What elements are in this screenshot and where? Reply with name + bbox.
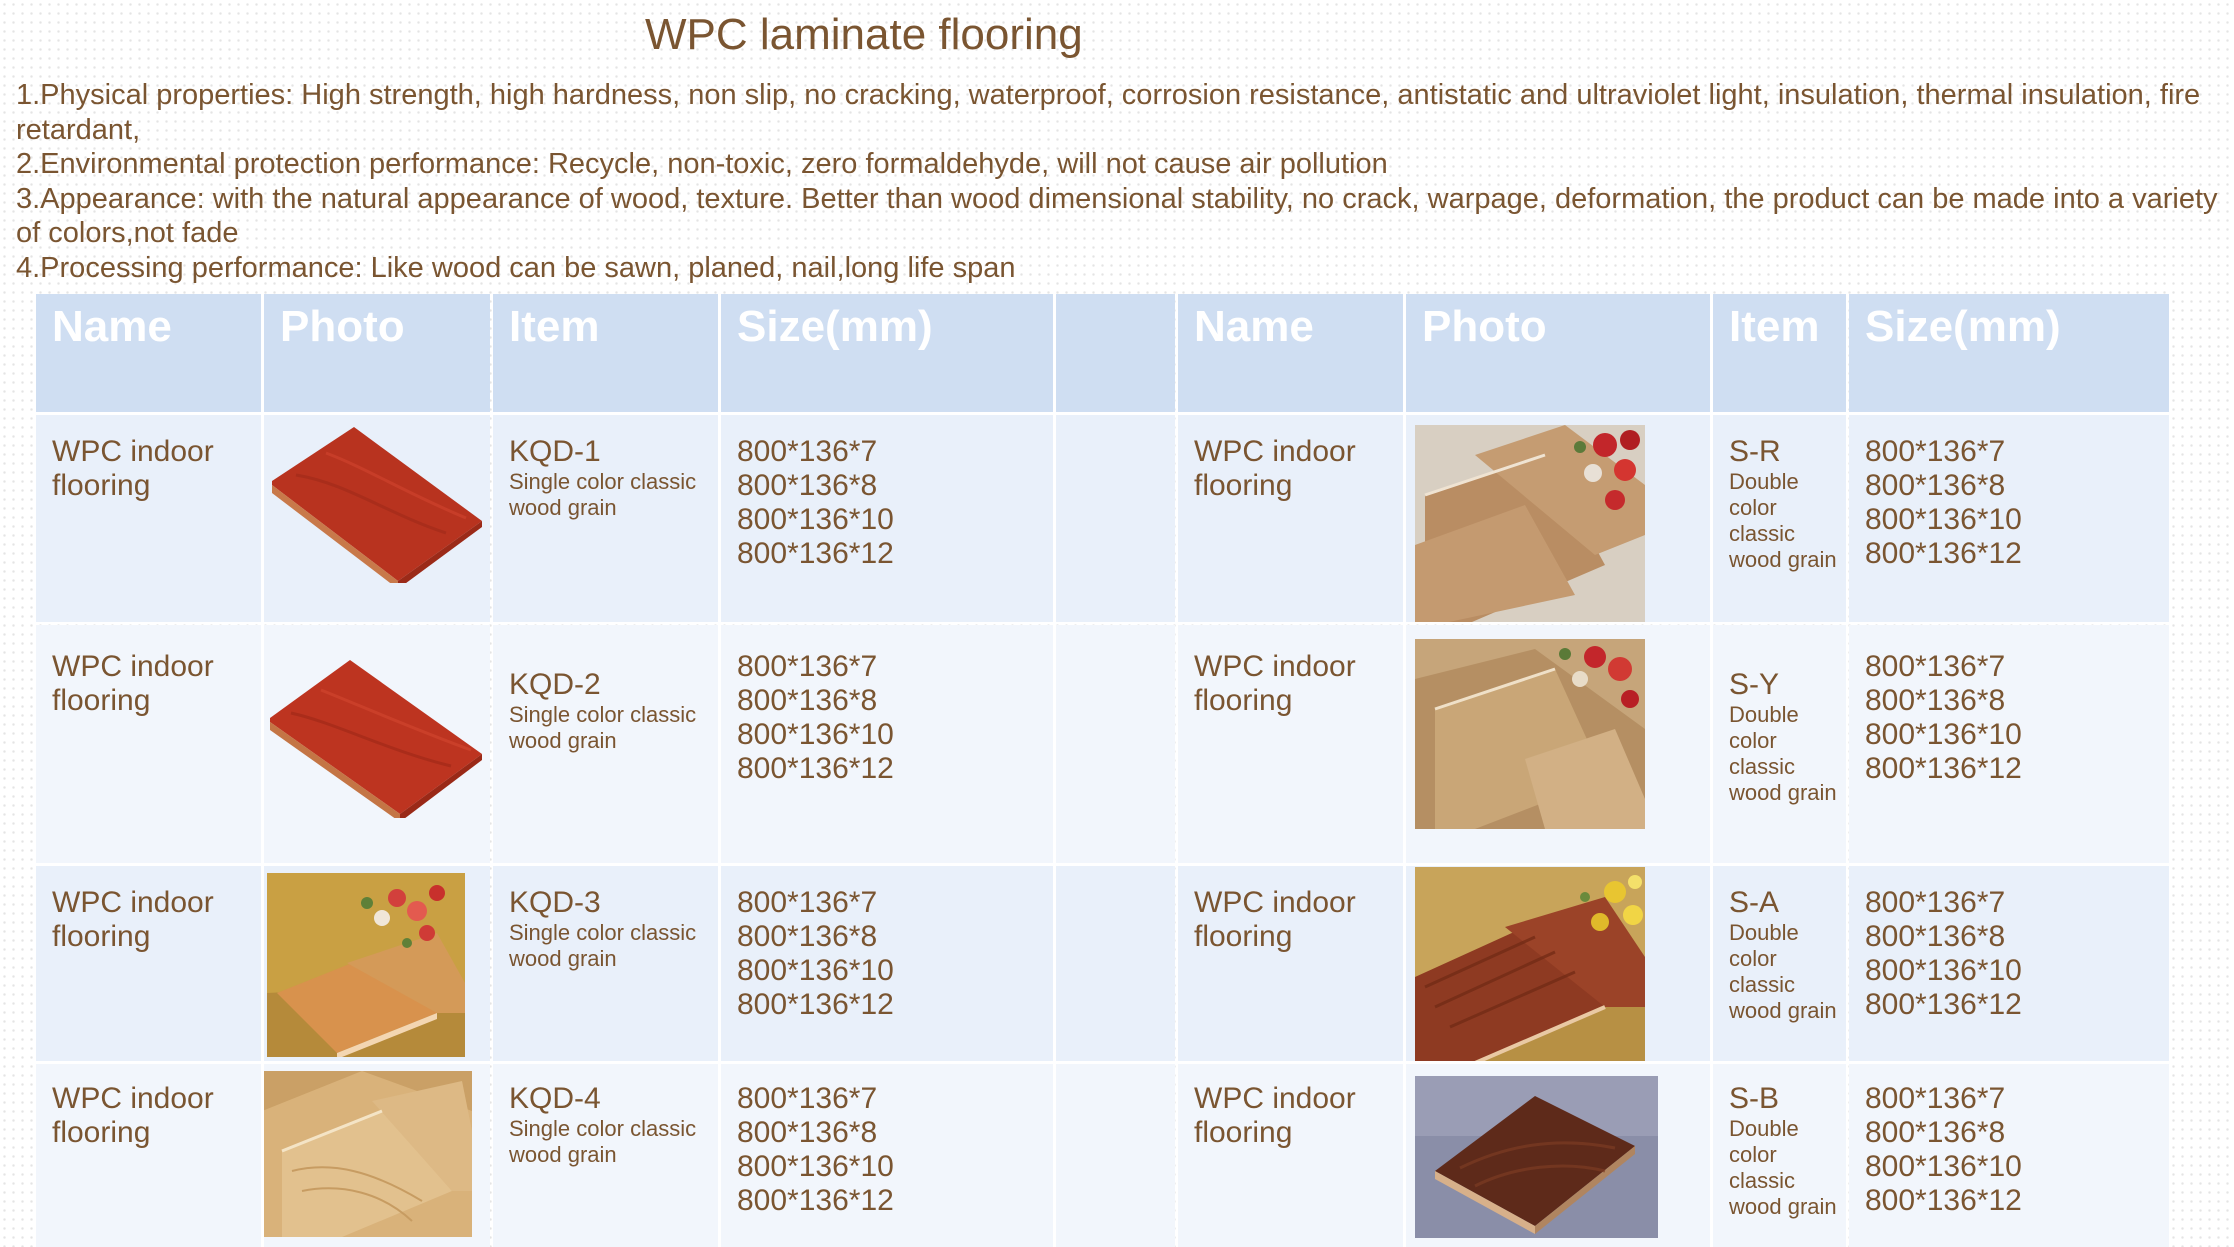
item-desc: Single color classic wood grain <box>509 702 697 753</box>
product-table <box>36 294 2169 1247</box>
table-cell-photo <box>264 625 490 863</box>
item-desc: Double color classic wood grain <box>1729 469 1837 572</box>
item-code: S-B <box>1729 1082 1780 1115</box>
table-cell-item <box>1713 866 1846 1061</box>
table-cell-item <box>1713 625 1846 863</box>
item-code: KQD-4 <box>509 1082 601 1115</box>
table-cell-photo <box>1406 866 1710 1061</box>
table-cell-item <box>493 866 718 1061</box>
table-cell-photo <box>264 866 490 1061</box>
table-cell-name: WPC indoor flooring <box>36 625 261 863</box>
table-cell-item <box>493 1064 718 1247</box>
header-spacer <box>1056 294 1175 412</box>
header-item-left: Item <box>493 294 718 412</box>
header-size-right: Size(mm) <box>1849 294 2169 412</box>
header-photo-left: Photo <box>264 294 490 412</box>
table-cell-item <box>493 625 718 863</box>
page-title: WPC laminate flooring <box>645 10 1083 59</box>
item-desc: Double color classic wood grain <box>1729 920 1837 1023</box>
light-wood-flowers-photo <box>267 873 465 1057</box>
table-cell-size: 800*136*7 800*136*8 800*136*10 800*136*12 <box>1849 625 2169 863</box>
pale-wood-planks-photo <box>264 1071 472 1237</box>
table-cell-item <box>493 415 718 622</box>
table-cell-spacer <box>1056 866 1175 1061</box>
table-cell-name: WPC indoor flooring <box>1178 866 1403 1061</box>
table-cell-size: 800*136*7 800*136*8 800*136*10 800*136*12 <box>721 866 1053 1061</box>
item-code: KQD-2 <box>509 668 601 701</box>
red-wood-plank-photo <box>266 423 486 583</box>
table-cell-photo <box>264 1064 490 1247</box>
property-appearance: 3.Appearance: with the natural appearance of wood, texture. Better than wood dimensional stability, no crack, warpage, deformation, the product can be made into a variety of colors,not fade <box>16 182 2218 249</box>
table-cell-item <box>1713 1064 1846 1247</box>
item-desc: Double color classic wood grain <box>1729 702 1837 805</box>
table-cell-size: 800*136*7 800*136*8 800*136*10 800*136*12 <box>1849 866 2169 1061</box>
table-cell-size: 800*136*7 800*136*8 800*136*10 800*136*12 <box>721 625 1053 863</box>
header-item-right: Item <box>1713 294 1846 412</box>
table-cell-spacer <box>1056 1064 1175 1247</box>
item-code: KQD-1 <box>509 435 601 468</box>
oak-wood-flowers-photo <box>1415 425 1645 622</box>
table-cell-item <box>1713 415 1846 622</box>
table-cell-name: WPC indoor flooring <box>1178 625 1403 863</box>
header-name-right: Name <box>1178 294 1403 412</box>
table-cell-size: 800*136*7 800*136*8 800*136*10 800*136*12 <box>721 415 1053 622</box>
item-desc: Single color classic wood grain <box>509 920 697 971</box>
header-size-left: Size(mm) <box>721 294 1053 412</box>
table-cell-spacer <box>1056 415 1175 622</box>
properties-list <box>16 78 2226 285</box>
header-photo-right: Photo <box>1406 294 1710 412</box>
table-cell-photo <box>1406 415 1710 622</box>
table-cell-name: WPC indoor flooring <box>36 866 261 1061</box>
table-cell-name: WPC indoor flooring <box>1178 415 1403 622</box>
dark-wood-yellow-flowers-photo <box>1415 867 1645 1061</box>
item-code: S-R <box>1729 435 1781 468</box>
table-cell-photo <box>1406 625 1710 863</box>
header-name-left: Name <box>36 294 261 412</box>
item-desc: Double color classic wood grain <box>1729 1116 1837 1219</box>
red-wood-plank-photo <box>266 658 486 818</box>
property-processing: 4.Processing performance: Like wood can be sawn, planed, nail,long life span <box>16 251 1016 284</box>
item-code: S-A <box>1729 886 1780 919</box>
item-code: KQD-3 <box>509 886 601 919</box>
table-cell-photo <box>1406 1064 1710 1247</box>
table-cell-spacer <box>1056 625 1175 863</box>
table-cell-photo <box>264 415 490 622</box>
table-cell-size: 800*136*7 800*136*8 800*136*10 800*136*12 <box>1849 415 2169 622</box>
item-desc: Single color classic wood grain <box>509 469 697 520</box>
property-physical: 1.Physical properties: High strength, high hardness, non slip, no cracking, waterproof, corrosion resistance, antistatic and ultraviolet light, insulation, thermal insulation, fire retardant, <box>16 79 2201 146</box>
property-environmental: 2.Environmental protection performance: Recycle, non-toxic, zero formaldehyde, will not cause air pollution <box>16 148 1388 180</box>
tan-wood-flowers-photo <box>1415 639 1645 829</box>
table-cell-size: 800*136*7 800*136*8 800*136*10 800*136*12 <box>721 1064 1053 1247</box>
table-cell-name: WPC indoor flooring <box>36 1064 261 1247</box>
table-cell-name: WPC indoor flooring <box>36 415 261 622</box>
table-cell-name: WPC indoor flooring <box>1178 1064 1403 1247</box>
item-desc: Single color classic wood grain <box>509 1116 697 1167</box>
walnut-wood-grey-photo <box>1415 1076 1658 1238</box>
item-code: S-Y <box>1729 668 1780 701</box>
table-cell-size: 800*136*7 800*136*8 800*136*10 800*136*12 <box>1849 1064 2169 1247</box>
